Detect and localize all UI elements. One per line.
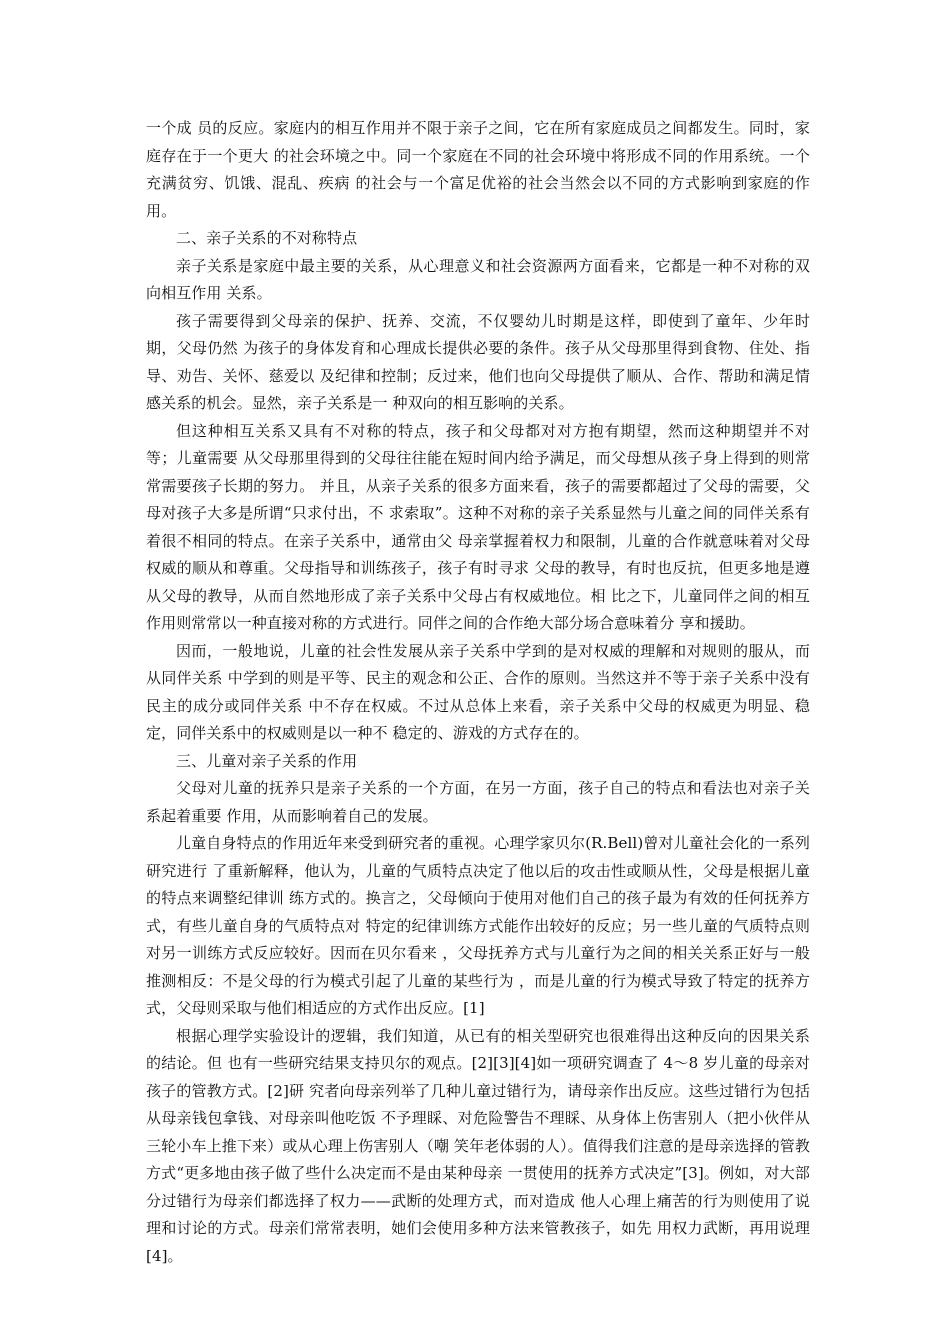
- section-heading-2: 二、亲子关系的不对称特点: [176, 229, 358, 247]
- document-body: [146, 115, 810, 1270]
- paragraph-7: 儿童自身特点的作用近年来受到研究者的重视。心理学家贝尔(R.Bell)曾对儿童社会化的一系列研究进行 了重新解释，他认为，儿童的气质特点决定了他以后的攻击性或顺从性，父母是根据儿童的特点来调整纪律训 练方式的。换言之，父母倾向于使用对他们自己的孩子最为有效的任何抚养方式，有些儿童自身的气质特点对 特定的纪律训练方式能作出较好的反应；另一些儿童的气质特点则对另一训练方式反应较好。因而在贝尔看来 ，父母抚养方式与儿童行为之间的相关关系正好与一般推测相反：不是父母的行为模式引起了儿童的某些行为 ，而是儿童的行为模式导致了特定的抚养方式，父母则采取与他们相适应的方式作出反应。[1]: [146, 834, 810, 1017]
- paragraph-8: 根据心理学实验设计的逻辑，我们知道，从已有的相关型研究也很难得出这种反向的因果关系的结论。但 也有一些研究结果支持贝尔的观点。[2][3][4]如一项研究调查了 4～8 岁儿童的母亲对孩子的管教方式。[2]研 究者向母亲列举了几种儿童过错行为，请母亲作出反应。这些过错行为包括从母亲钱包拿钱、对母亲叫他吃饭 不予理睬、对危险警告不理睬、从身体上伤害别人（把小伙伴从三轮小车上推下来）或从心理上伤害别人（嘲 笑年老体弱的人）。值得我们注意的是母亲选择的管教方式“更多地由孩子做了些什么决定而不是由某种母亲 一贯使用的抚养方式决定”[3]。例如，对大部分过错行为母亲们都选择了权力——武断的处理方式，而对造成 他人心理上痛苦的行为则使用了说理和讨论的方式。母亲们常常表明，她们会使用多种方法来管教孩子，如先 用权力武断，再用说理[4]。: [146, 1026, 810, 1265]
- paragraph-2: 亲子关系是家庭中最主要的关系，从心理意义和社会资源两方面看来，它都是一种不对称的双向相互作用 关系。: [146, 256, 810, 302]
- paragraph-3: 孩子需要得到父母亲的保护、抚养、交流，不仅婴幼儿时期是这样，即使到了童年、少年时期，父母仍然 为孩子的身体发育和心理成长提供必要的条件。孩子从父母那里得到食物、住处、指导、劝告、关怀、慈爱以 及纪律和控制；反过来，他们也向父母提供了顺从、合作、帮助和满足情感关系的机会。显然，亲子关系是一 种双向的相互影响的关系。: [146, 311, 810, 412]
- paragraph-6: 父母对儿童的抚养只是亲子关系的一个方面，在另一方面，孩子自己的特点和看法也对亲子关系起着重要 作用，从而影响着自己的发展。: [146, 779, 810, 825]
- paragraph-1: 一个成 员的反应。家庭内的相互作用并不限于亲子之间，它在所有家庭成员之间都发生。同时，家庭存在于一个更大 的社会环境之中。同一个家庭在不同的社会环境中将形成不同的作用系统。一个充满贫穷、饥饿、混乱、疾病 的社会与一个富足优裕的社会当然会以不同的方式影响到家庭的作用。: [146, 119, 810, 220]
- section-heading-3: 三、儿童对亲子关系的作用: [176, 751, 358, 770]
- paragraph-4: 但这种相互关系又具有不对称的特点，孩子和父母都对对方抱有期望，然而这种期望并不对等；儿童需要 从父母那里得到的父母往往能在短时间内给予满足，而父母想从孩子身上得到的则常常需要孩子长期的努力。 并且，从亲子关系的很多方面来看，孩子的需要都超过了父母的需要，父母对孩子大多是所谓“只求付出，不 求索取”。这种不对称的亲子关系显然与儿童之间的同伴关系有着很不相同的特点。在亲子关系中，通常由父 母亲掌握着权力和限制，儿童的合作就意味着对父母权威的顺从和尊重。父母指导和训练孩子，孩子有时寻求 父母的教导，有时也反抗，但更多地是遵从父母的教导，从而自然地形成了亲子关系中父母占有权威地位。相 比之下，儿童同伴之间的相互作用则常常以一种直接对称的方式进行。同伴之间的合作绝大部分场合意味着分 享和援助。: [146, 421, 810, 632]
- paragraph-5: 因而，一般地说，儿童的社会性发展从亲子关系中学到的是对权威的理解和对规则的服从，而从同伴关系 中学到的则是平等、民主的观念和公正、合作的原则。当然这并不等于亲子关系中没有民主的成分或同伴关系 中不存在权威。不过从总体上来看，亲子关系中父母的权威更为明显、稳定，同伴关系中的权威则是以一种不 稳定的、游戏的方式存在的。: [146, 641, 810, 742]
